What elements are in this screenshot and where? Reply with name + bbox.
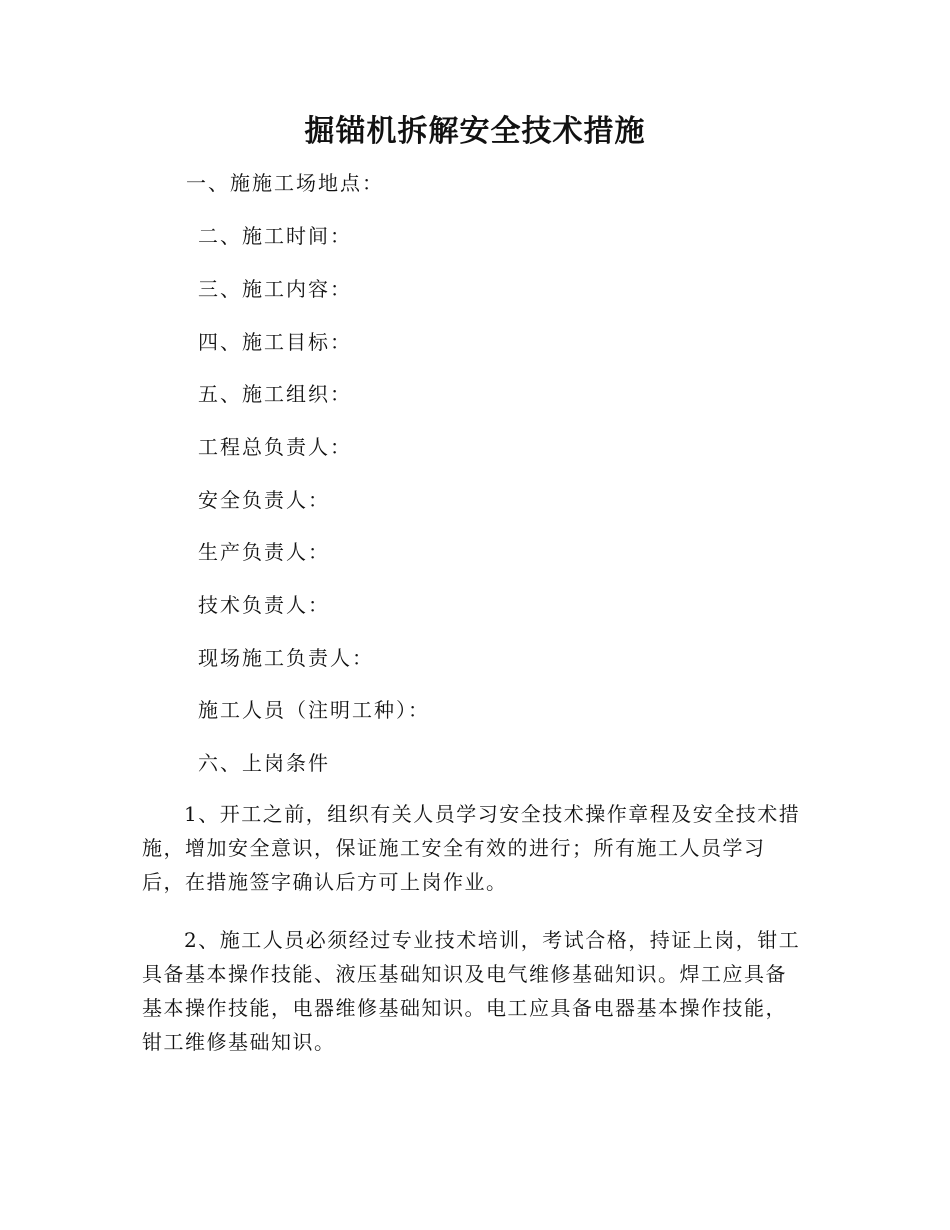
paragraph-2 <box>142 923 808 1059</box>
paragraph-line: 2、施工人员必须经过专业技术培训，考试合格，持证上岗，钳工 <box>184 928 801 952</box>
section-construction-content: 三、施工内容： <box>198 277 352 301</box>
paragraph-line: 施，增加安全意识，保证施工安全有效的进行；所有施工人员学习 <box>142 836 766 860</box>
paragraph-line: 基本操作技能，电器维修基础知识。电工应具备电器基本操作技能， <box>142 996 787 1020</box>
document-title: 掘锚机拆解安全技术措施 <box>304 114 646 149</box>
paragraph-line: 1、开工之前，组织有关人员学习安全技术操作章程及安全技术措 <box>184 802 801 826</box>
section-construction-organization: 五、施工组织： <box>198 382 352 406</box>
paragraph-line: 具备基本操作技能、液压基础知识及电气维修基础知识。焊工应具备 <box>142 962 787 986</box>
paragraph-line: 后，在措施签字确认后方可上岗作业。 <box>142 870 508 894</box>
section-site-location: 一、施施工场地点： <box>186 171 384 195</box>
field-site-lead: 现场施工负责人： <box>198 646 374 670</box>
field-technical-lead: 技术负责人： <box>198 593 330 617</box>
section-construction-time: 二、施工时间： <box>198 224 352 248</box>
section-job-requirements: 六、上岗条件 <box>198 751 330 775</box>
field-safety-lead: 安全负责人： <box>198 488 330 512</box>
section-construction-goal: 四、施工目标： <box>198 330 352 354</box>
paragraph-1 <box>142 797 808 899</box>
field-workers: 施工人员（注明工种）： <box>198 698 430 722</box>
field-project-chief: 工程总负责人： <box>198 435 352 459</box>
paragraph-line: 钳工维修基础知识。 <box>142 1030 336 1054</box>
field-production-lead: 生产负责人： <box>198 540 330 564</box>
